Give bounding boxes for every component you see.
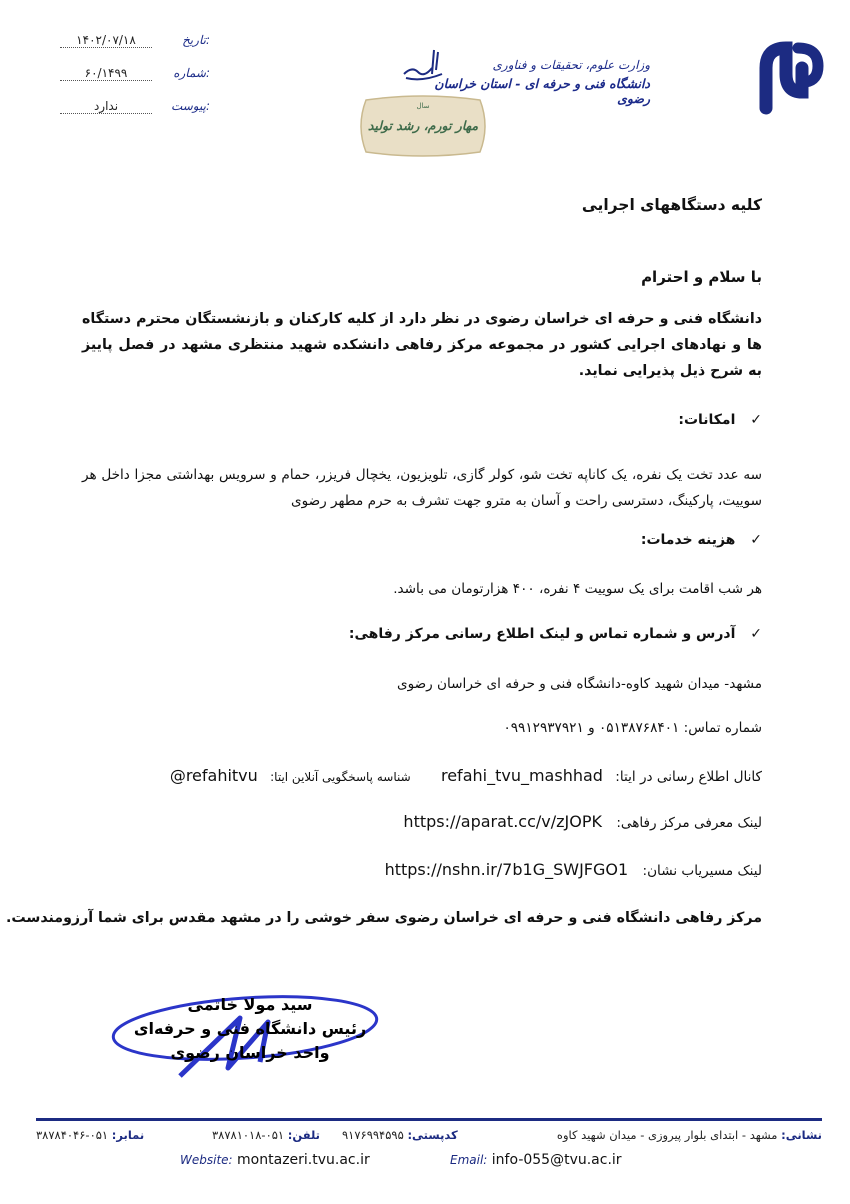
intro-paragraph: دانشگاه فنی و حرفه ای خراسان رضوی در نظر دارد از کلیه کارکنان و بازنشستگان محترم دستگاه ها و نهادهای اجرایی کشور در مجموعه مرکز رفاهی دانشکده شهید منتظری مشهد در فصل پاییز به شرح ذیل پذیرایی نماید. bbox=[82, 311, 762, 379]
footer-contact-row bbox=[36, 1128, 822, 1148]
ministry-block bbox=[420, 58, 650, 106]
cost-text: هر شب اقامت برای یک سوییت ۴ نفره، ۴۰۰ هزارتومان می باشد. bbox=[393, 581, 762, 597]
phone-line: شماره تماس: ۰۵۱۳۸۷۶۸۴۰۱ و ۰۹۹۱۲۹۳۷۹۲۱ bbox=[503, 720, 762, 736]
footer-phone bbox=[212, 1128, 320, 1142]
university-logo bbox=[752, 38, 824, 116]
fax-value: ۰۵۱-۳۸۷۸۴۰۴۶ bbox=[36, 1128, 109, 1142]
route-link-label: لینک مسیریاب نشان: bbox=[642, 863, 762, 879]
attachment-value: ندارد bbox=[60, 99, 152, 114]
number-label: شماره: bbox=[173, 66, 210, 80]
route-link-line bbox=[385, 860, 762, 879]
footer-website bbox=[180, 1152, 370, 1168]
address-line: مشهد- میدان شهید کاوه-دانشگاه فنی و حرفه ای خراسان رضوی bbox=[396, 676, 762, 692]
recipient-heading: کلیه دستگاههای اجرایی bbox=[581, 196, 762, 214]
facilities-text: سه عدد تخت یک نفره، یک کاناپه تخت شو، کولر گازی، تلویزیون، یخچال فریزر، حمام و سرویس بهداشتی مجزا داخل هر سوییت، پارکینگ، دسترسی راحت و آسان به مترو جهت تشرف به حرم مطهر رضوی bbox=[82, 467, 762, 509]
number-row bbox=[60, 66, 210, 86]
check-icon: ✓ bbox=[750, 626, 762, 642]
address-value: مشهد - ابتدای بلوار پیروزی - میدان شهید کاوه bbox=[556, 1128, 778, 1142]
footer-divider bbox=[36, 1118, 822, 1121]
address-label: نشانی: bbox=[781, 1128, 822, 1142]
attachment-label: پیوست: bbox=[170, 99, 210, 113]
contact-heading: آدرس و شماره تماس و لینک اطلاع رسانی مرکز رفاهی: bbox=[348, 626, 736, 642]
slogan-small: سال bbox=[416, 102, 430, 110]
cost-heading: هزینه خدمات: bbox=[640, 532, 736, 548]
slogan-text: مهار تورم، رشد تولید bbox=[367, 118, 479, 133]
footer-email bbox=[450, 1152, 622, 1168]
signatory-unit: واحد خراسان رضوی bbox=[170, 1043, 330, 1062]
footer-fax bbox=[36, 1128, 144, 1142]
intro-link-line bbox=[403, 812, 762, 831]
closing-line: مرکز رفاهی دانشگاه فنی و حرفه ای خراسان رضوی سفر خوشی را در مشهد مقدس برای شما آرزومندست. bbox=[5, 910, 762, 926]
intro-link[interactable]: https://aparat.cc/v/zJOPK bbox=[403, 812, 602, 831]
footer-postal bbox=[342, 1128, 458, 1142]
date-row bbox=[60, 33, 210, 53]
website-label: Website: bbox=[180, 1153, 233, 1167]
phone-label: تلفن: bbox=[287, 1128, 321, 1142]
attachment-row bbox=[60, 99, 210, 119]
phone-value: ۰۵۱-۳۸۷۸۱۰۱۸ bbox=[212, 1128, 285, 1142]
fax-label: نمابر: bbox=[111, 1128, 145, 1142]
date-value: ۱۴۰۲/۰۷/۱۸ bbox=[60, 33, 152, 48]
channel-line bbox=[170, 766, 762, 785]
university-line: دانشگاه فنی و حرفه ای - استان خراسان رضوی bbox=[434, 76, 650, 106]
support-label: شناسه پاسخگویی آنلاین ایتا: bbox=[270, 770, 411, 784]
signatory-title: رئیس دانشگاه فنی و حرفه‌ای bbox=[133, 1019, 367, 1038]
ministry-line: وزارت علوم، تحقیقات و فناوری bbox=[492, 58, 650, 72]
route-link[interactable]: https://nshn.ir/7b1G_SWJFGO1 bbox=[384, 860, 629, 879]
channel-label: کانال اطلاع رسانی در ایتا: bbox=[615, 769, 762, 785]
cost-heading-row bbox=[641, 532, 762, 548]
facilities-heading: امکانات: bbox=[678, 412, 736, 428]
check-icon: ✓ bbox=[750, 532, 762, 548]
postal-label: کدپستی: bbox=[407, 1128, 458, 1142]
date-label: تاریخ: bbox=[182, 33, 210, 47]
website-value[interactable]: montazeri.tvu.ac.ir bbox=[237, 1152, 370, 1168]
postal-value: ۹۱۷۶۹۹۴۵۹۵ bbox=[342, 1128, 404, 1142]
signatory-name: سید مولا خاتمی bbox=[187, 995, 313, 1014]
support-value[interactable]: @refahitvu bbox=[169, 766, 258, 785]
contact-heading-row bbox=[349, 626, 762, 642]
intro-link-label: لینک معرفی مرکز رفاهی: bbox=[616, 815, 762, 831]
greeting: با سلام و احترام bbox=[641, 268, 762, 286]
email-value[interactable]: info-055@tvu.ac.ir bbox=[491, 1152, 622, 1168]
channel-value[interactable]: refahi_tvu_mashhad bbox=[440, 766, 603, 785]
facilities-heading-row bbox=[678, 412, 762, 428]
check-icon: ✓ bbox=[750, 412, 762, 428]
signature-block bbox=[110, 988, 380, 1088]
email-label: Email: bbox=[450, 1153, 488, 1167]
number-value: ۶۰/۱۴۹۹ bbox=[60, 66, 152, 81]
footer-address bbox=[557, 1128, 822, 1142]
